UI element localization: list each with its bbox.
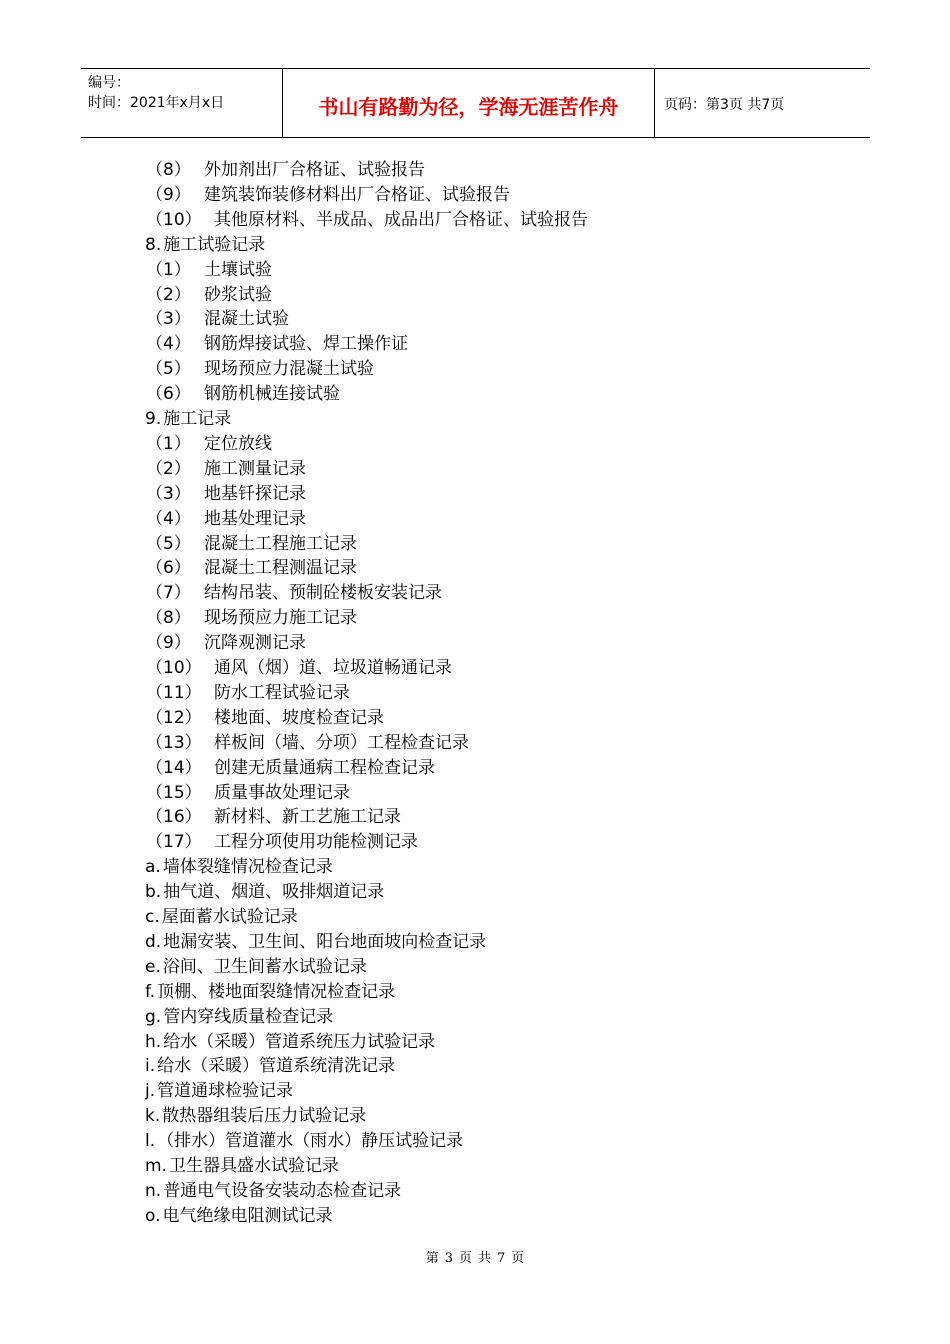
list-item [145, 980, 395, 1005]
list-item-text: 散热器组装后压力试验记录 [162, 1106, 367, 1127]
list-item-number: n. [145, 1180, 162, 1201]
list-item-text: 抽气道、烟道、吸排烟道记录 [163, 882, 385, 903]
list-item-number: i. [145, 1056, 156, 1077]
list-item-text: 楼地面、坡度检查记录 [214, 707, 384, 728]
list-item-number: （4） [146, 334, 191, 355]
list-item-text: 混凝土试验 [204, 309, 289, 330]
list-item [145, 1054, 395, 1079]
list-item [146, 606, 357, 631]
list-item [146, 482, 306, 507]
list-item-text: 地基处理记录 [204, 508, 306, 529]
list-item-number: （10） [146, 658, 202, 678]
list-item [146, 581, 442, 606]
list-item-text: 新材料、新工艺施工记录 [214, 807, 401, 828]
list-item-text: 现场预应力施工记录 [204, 608, 357, 629]
list-item-number: e. [145, 956, 161, 977]
list-item [146, 556, 357, 581]
list-item [146, 457, 306, 482]
list-item-text: 其他原材料、半成品、成品出厂合格证、试验报告 [214, 209, 588, 230]
list-item-number: （9） [146, 184, 191, 205]
list-item [146, 183, 510, 208]
list-item [145, 905, 298, 930]
list-item [146, 731, 469, 756]
list-item-text: 质量事故处理记录 [214, 782, 350, 803]
list-item-text: 防水工程试验记录 [214, 682, 350, 703]
list-item-text: 钢筋机械连接试验 [204, 384, 340, 405]
list-item-number: g. [145, 1006, 162, 1027]
list-item-number: （10） [146, 209, 202, 230]
list-item [146, 756, 435, 781]
list-item-text: 地基钎探记录 [204, 483, 306, 504]
list-item-text: 砂浆试验 [204, 284, 272, 305]
list-item-text: （排水）管道灌水（雨水）静压试验记录 [157, 1131, 464, 1152]
list-item [146, 332, 408, 357]
list-item-text: 顶棚、楼地面裂缝情况检查记录 [157, 981, 396, 1002]
list-item-text: 创建无质量通病工程检查记录 [214, 757, 435, 778]
list-item [145, 855, 333, 880]
list-item-text: 屋面蓄水试验记录 [161, 907, 298, 927]
list-item-number: （6） [146, 384, 191, 405]
list-item [145, 1204, 333, 1229]
list-item [146, 656, 452, 681]
list-item [146, 507, 306, 532]
list-item [146, 830, 418, 855]
list-item-number: （12） [146, 707, 202, 728]
list-item-number: （5） [146, 533, 191, 554]
list-item-text: 施工记录 [163, 409, 232, 429]
list-item [145, 1104, 366, 1129]
list-item-text: 混凝土工程测温记录 [204, 558, 357, 579]
list-item-number: f. [145, 981, 156, 1002]
list-item-number: （17） [146, 832, 202, 853]
page-footer [0, 1247, 950, 1266]
footer-page-prefix: 第 [425, 1251, 439, 1266]
list-item-text: 结构吊装、预制砼楼板安装记录 [204, 583, 442, 604]
list-item [145, 1030, 435, 1055]
footer-total-prefix: 共 [478, 1251, 492, 1266]
list-item [145, 1079, 293, 1104]
list-item-number: o. [145, 1205, 161, 1226]
list-item-number: （2） [146, 284, 191, 305]
list-item [146, 631, 306, 656]
list-item [146, 357, 374, 382]
list-item [146, 382, 340, 407]
list-item [146, 258, 272, 283]
list-item-number: h. [145, 1031, 162, 1052]
list-item-number: l. [145, 1131, 156, 1152]
list-item-text: 沉降观测记录 [204, 633, 306, 654]
list-item [146, 532, 357, 557]
list-item-text: 墙体裂缝情况检查记录 [162, 857, 333, 878]
list-item-text: 通风（烟）道、垃圾道畅通记录 [214, 658, 452, 678]
list-item-text: 钢筋焊接试验、焊工操作证 [204, 334, 408, 355]
list-item-number: b. [145, 882, 162, 903]
list-item-number: 9. [145, 409, 162, 429]
list-item [146, 681, 350, 706]
list-item-number: （7） [146, 583, 191, 604]
list-item [145, 930, 486, 955]
list-item-text: 给水（采暖）管道系统清洗记录 [157, 1056, 396, 1077]
list-item-number: （9） [146, 633, 191, 654]
list-item-text: 定位放线 [204, 433, 272, 454]
list-item-number: （8） [146, 160, 191, 180]
list-item-text: 样板间（墙、分项）工程检查记录 [214, 732, 469, 753]
list-item [145, 1154, 339, 1179]
list-item-text: 工程分项使用功能检测记录 [214, 832, 418, 853]
list-item-number: （4） [146, 508, 191, 529]
list-item [145, 880, 384, 905]
header-page-info: 页码：第3页 共7页 [664, 97, 785, 113]
list-item-text: 建筑装饰装修材料出厂合格证、试验报告 [204, 184, 510, 205]
list-item-number: （16） [146, 807, 202, 828]
footer-page-total: 7 [497, 1251, 506, 1266]
list-item [146, 158, 425, 183]
list-item-number: （11） [146, 682, 202, 703]
list-item-number: （1） [146, 259, 191, 280]
list-item-number: m. [145, 1156, 167, 1176]
footer-page-current: 3 [444, 1251, 453, 1266]
header-meta-cell [81, 69, 283, 137]
list-item-number: （3） [146, 309, 191, 330]
list-item [146, 781, 350, 806]
list-item-number: （1） [146, 433, 191, 454]
list-item [146, 432, 272, 457]
list-item-text: 给水（采暖）管道系统压力试验记录 [163, 1031, 436, 1052]
list-item-text: 普通电气设备安装动态检查记录 [163, 1180, 402, 1201]
list-item-text: 卫生器具盛水试验记录 [168, 1156, 339, 1176]
list-item-text: 外加剂出厂合格证、试验报告 [204, 160, 425, 180]
list-item [145, 955, 367, 980]
list-item-number: （8） [146, 608, 191, 629]
page-header [81, 68, 870, 138]
header-page-cell [655, 69, 870, 137]
list-item-number: a. [145, 857, 161, 878]
list-item [146, 307, 289, 332]
list-item-number: 8. [145, 234, 162, 255]
list-item-number: j. [145, 1081, 156, 1102]
list-item-number: （13） [146, 732, 202, 753]
header-motto: 书山有路勤为径，学海无涯苦作舟 [318, 95, 619, 119]
list-item-text: 电气绝缘电阻测试记录 [162, 1205, 333, 1226]
list-item-text: 管内穿线质量检查记录 [163, 1006, 334, 1027]
time-line: 时间：2021年x月x日 [88, 95, 225, 111]
list-item-number: （15） [146, 782, 202, 803]
header-motto-cell [283, 69, 655, 137]
list-item [146, 805, 401, 830]
list-item [145, 233, 265, 258]
list-item [146, 208, 588, 233]
list-item-text: 土壤试验 [204, 259, 272, 280]
list-item-number: （3） [146, 483, 191, 504]
list-item [146, 706, 384, 731]
list-item-number: c. [145, 907, 160, 927]
list-item-text: 现场预应力混凝土试验 [204, 359, 374, 380]
list-item-text: 地漏安装、卫生间、阳台地面坡向检查记录 [163, 931, 487, 952]
list-item-number: （5） [146, 359, 191, 380]
list-item [145, 1129, 463, 1154]
list-item-number: （2） [146, 458, 191, 479]
list-item-text: 施工测量记录 [204, 458, 306, 479]
list-item [145, 1179, 401, 1204]
list-item-text: 浴间、卫生间蓄水试验记录 [162, 956, 367, 977]
list-item-number: k. [145, 1106, 161, 1127]
footer-page-word: 页 [458, 1251, 472, 1266]
list-item [145, 407, 231, 432]
list-item-number: （6） [146, 558, 191, 579]
code-label: 编号： [88, 75, 130, 91]
list-item [145, 1005, 333, 1030]
list-item-text: 管道通球检验记录 [157, 1081, 294, 1102]
list-item-number: （14） [146, 757, 202, 778]
footer-total-suffix: 页 [511, 1251, 525, 1266]
list-item-number: d. [145, 931, 162, 952]
list-item-text: 施工试验记录 [163, 234, 266, 255]
list-item [146, 283, 272, 308]
list-item-text: 混凝土工程施工记录 [204, 533, 357, 554]
